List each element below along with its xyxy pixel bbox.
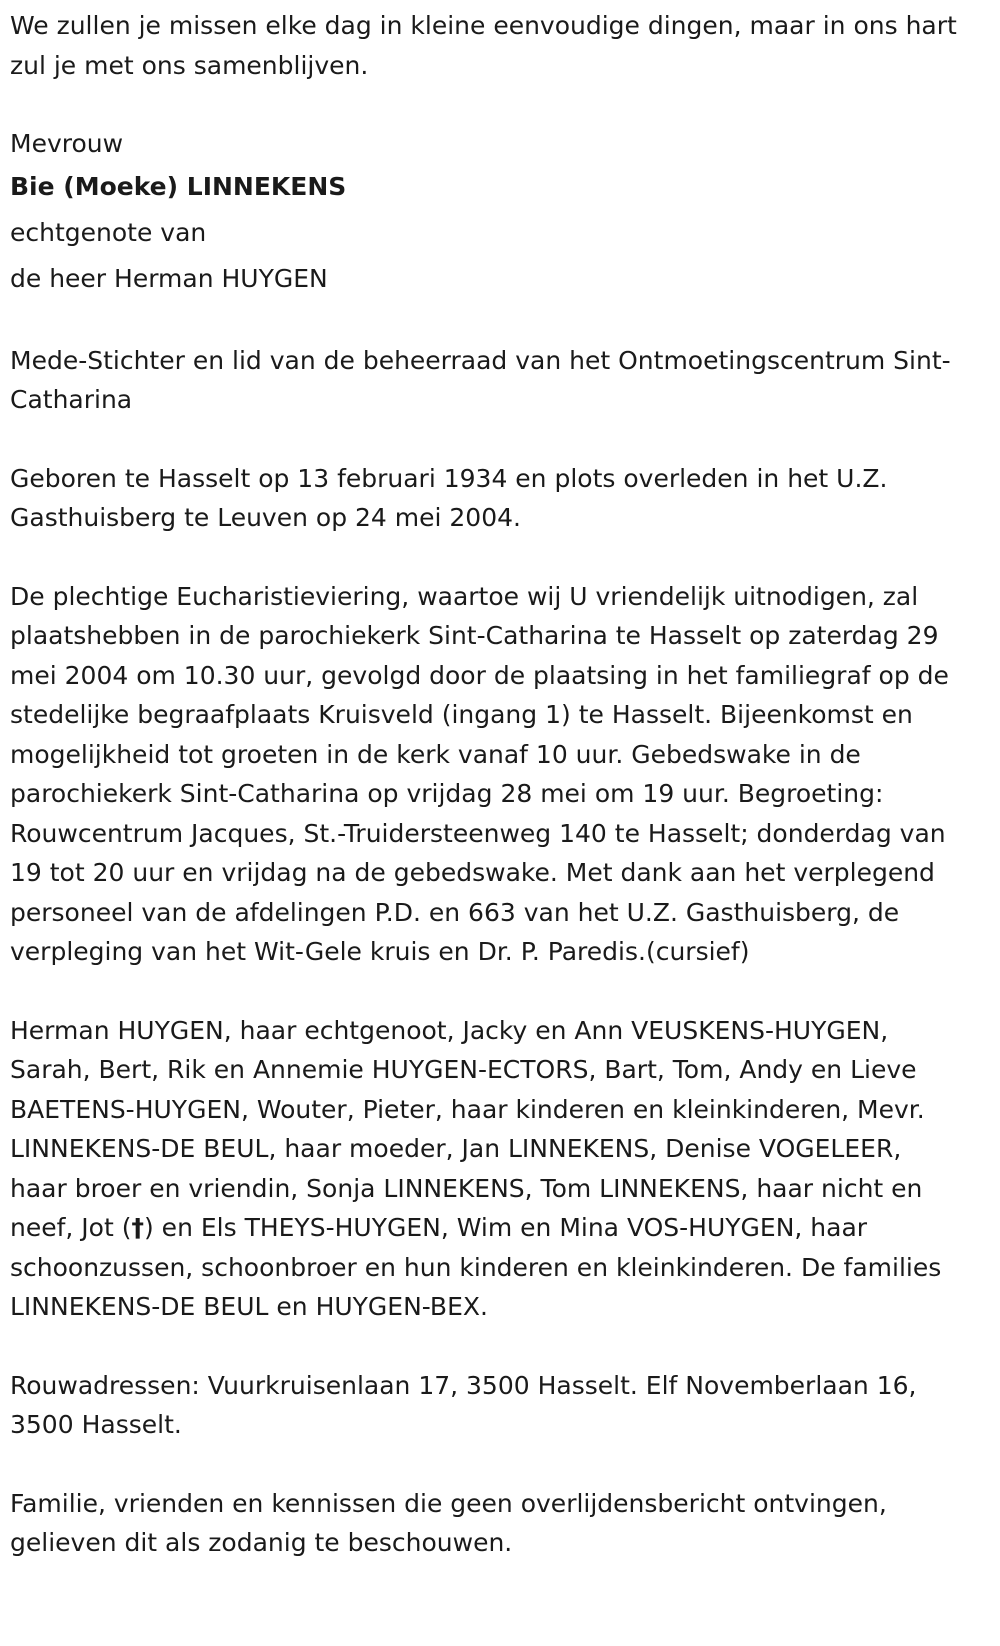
quote-text: We zullen je missen elke dag in kleine eenvoudige dingen, maar in ons hart zul je met ons samenblijven. bbox=[10, 11, 957, 80]
closing-section bbox=[10, 1484, 960, 1563]
ceremony-text: De plechtige Eucharistieviering, waartoe wij U vriendelijk uitnodigen, zal plaatshebben in de parochiekerk Sint-Catharina te Hasselt op zaterdag 29 mei 2004 om 10.30 uur, gevolgd door de plaatsing in het familiegraf op de stedelijke begraafplaats Kruisveld (ingang 1) te Hasselt. Bijeenkomst en mogelijkheid tot groeten in de kerk vanaf 10 uur. Gebedswake in de parochiekerk Sint-Catharina op vrijdag 28 mei om 19 uur. Begroeting: Rouwcentrum Jacques, St.-Truidersteenweg 140 te Hasselt; donderdag van 19 tot 20 uur en vrijdag na de gebedswake. Met dank aan het verplegend personeel van de afdelingen P.D. en 663 van het U.Z. Gasthuisberg, de verpleging van het Wit-Gele kruis en Dr. P. Paredis.(cursief) bbox=[10, 581, 949, 966]
deceased-spouse: de heer Herman HUYGEN bbox=[10, 263, 328, 293]
deceased-relation: echtgenote van bbox=[10, 217, 207, 247]
role-text: Mede-Stichter en lid van de beheerraad van het Ontmoetingscentrum Sint-Catharina bbox=[10, 345, 951, 414]
addresses-section bbox=[10, 1366, 960, 1445]
quote-section bbox=[10, 6, 960, 85]
family-text-part-2: ) en Els THEYS-HUYGEN, Wim en Mina VOS-HUYGEN, haar schoonzussen, schoonbroer en hun kinderen en kleinkinderen. De families LINNEKENS-DE BEUL en HUYGEN-BEX. bbox=[10, 1213, 942, 1321]
role-section bbox=[10, 341, 960, 420]
deceased-name: Bie (Moeke) LINNEKENS bbox=[10, 171, 347, 201]
cross-icon: † bbox=[131, 1213, 144, 1242]
ceremony-section bbox=[10, 577, 960, 972]
birth-death-section bbox=[10, 459, 960, 538]
closing-text: Familie, vrienden en kennissen die geen overlijdensbericht ontvingen, gelieven dit als zodanig te beschouwen. bbox=[10, 1488, 887, 1557]
family-section bbox=[10, 1011, 960, 1327]
family-text-part-1: Herman HUYGEN, haar echtgenoot, Jacky en Ann VEUSKENS-HUYGEN, Sarah, Bert, Rik en Annemie HUYGEN-ECTORS, Bart, Tom, Andy en Lieve BAETENS-HUYGEN, Wouter, Pieter, haar kinderen en kleinkinderen, Mevr. LINNEKENS-DE BEUL, haar moeder, Jan LINNEKENS, Denise VOGELEER, haar broer en vriendin, Sonja LINNEKENS, Tom LINNEKENS, haar nicht en neef, Jot ( bbox=[10, 1015, 925, 1242]
deceased-title: Mevrouw bbox=[10, 129, 124, 158]
birth-death-text: Geboren te Hasselt op 13 februari 1934 en plots overleden in het U.Z. Gasthuisberg te Leuven op 24 mei 2004. bbox=[10, 463, 888, 532]
addresses-text: Rouwadressen: Vuurkruisenlaan 17, 3500 Hasselt. Elf Novemberlaan 16, 3500 Hasselt. bbox=[10, 1370, 917, 1439]
deceased-section bbox=[10, 124, 960, 302]
family-text bbox=[10, 1011, 960, 1327]
